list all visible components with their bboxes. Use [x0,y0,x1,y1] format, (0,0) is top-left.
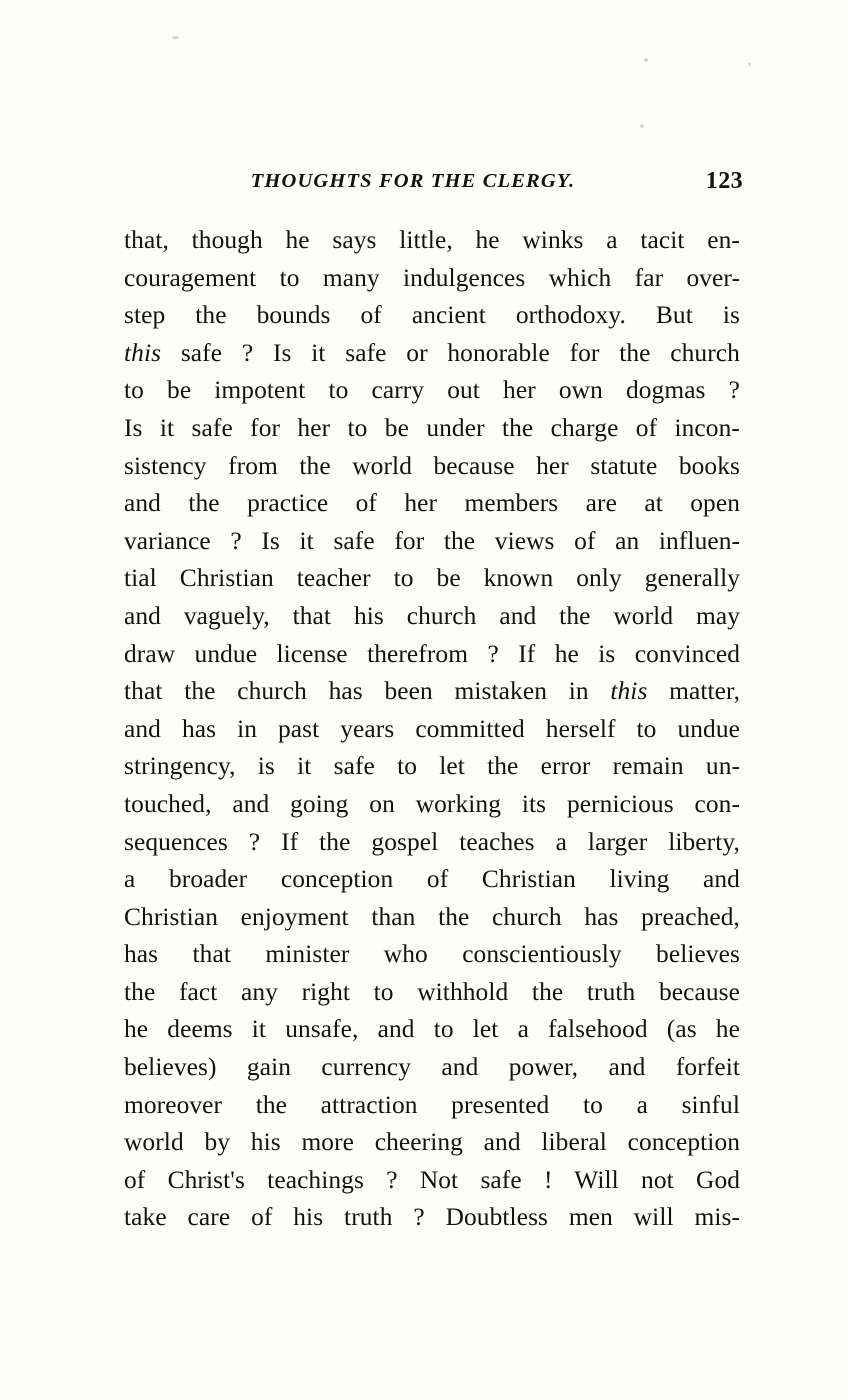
body-line: believes) gain currency and power, and forfeit [124,1053,740,1082]
body-line: Is it safe for her to be under the charge of incon- [124,413,740,442]
scan-speckle [172,36,179,39]
body-line: couragement to many indulgences which far over- [124,263,741,292]
body-line: and has in past years committed herself to undue [124,714,741,743]
body-line: Christian enjoyment than the church has preached, [124,902,741,931]
body-line: tial Christian teacher to be known only generally [124,564,741,593]
body-line: a broader conception of Christian living and [124,865,740,894]
body-line: and vaguely, that his church and the world may [124,601,741,630]
body-line: of Christ's teachings ? Not safe ! Will not God [124,1165,741,1194]
body-line: moreover the attraction presented to a sinful [124,1090,740,1119]
running-head [0,170,848,200]
body-line: the fact any right to withhold the truth because [124,977,740,1006]
body-line: stringency, is it safe to let the error remain un- [124,752,741,781]
body-line: that, though he says little, he winks a tacit en- [124,226,740,254]
body-line: sequences ? If the gospel teaches a larger liberty, [124,827,740,856]
body-line: to be impotent to carry out her own dogmas ? [124,376,740,405]
scan-speckle [644,58,648,62]
body-text-block [124,222,740,1237]
scan-speckle [748,63,751,66]
body-line: touched, and going on working its pernicious con- [124,789,741,818]
body-line: step the bounds of ancient orthodoxy. But is [124,301,740,330]
page-number: 123 [705,168,743,194]
scan-speckle [640,124,644,128]
body-line: that the church has been mistaken in this matter, [124,677,741,706]
body-line: variance ? Is it safe for the views of an influen- [124,526,741,555]
running-head-title: THOUGHTS FOR THE CLERGY. [250,170,576,192]
body-line: and the practice of her members are at open [124,489,741,518]
body-line: world by his more cheering and liberal conception [124,1128,741,1157]
body-line: take care of his truth ? Doubtless men will mis- [124,1203,741,1232]
body-line: draw undue license therefrom ? If he is convinced [124,639,740,668]
body-line: this safe ? Is it safe or honorable for the church [124,338,740,367]
body-line: he deems it unsafe, and to let a falsehood (as he [124,1015,740,1044]
body-paragraph [124,222,740,1237]
body-line: has that minister who conscientiously believes [124,940,741,969]
body-line: sistency from the world because her statute books [124,451,741,480]
